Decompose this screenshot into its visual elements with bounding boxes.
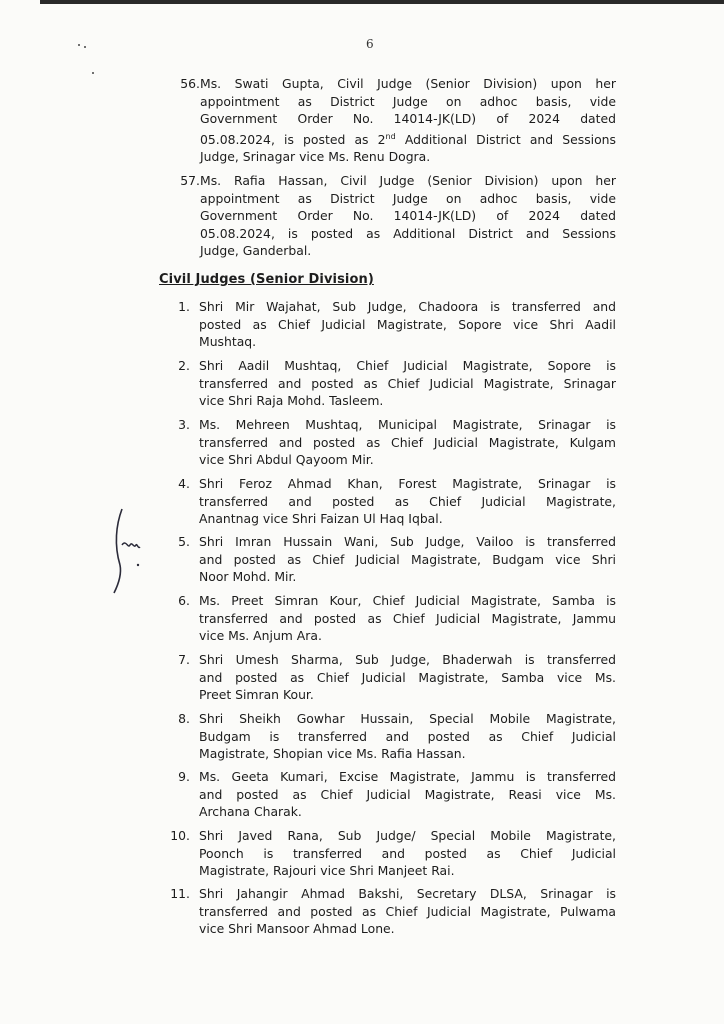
handwritten-initials: [108, 505, 148, 595]
item-text: [199, 592, 616, 645]
item-text-line: 05.08.2024, is posted as Additional District and Sessions: [200, 225, 616, 241]
item-text: [199, 885, 616, 938]
item-text-line: transferred and posted as Chief Judicial Magistrate, Pulwama: [199, 903, 616, 919]
item-text-line: posted as Chief Judicial Magistrate, Sopore vice Shri Aadil: [199, 316, 616, 332]
item-text-line: Anantnag vice Shri Faizan Ul Haq Iqbal.: [199, 511, 443, 526]
item-text-line: vice Shri Abdul Qayoom Mir.: [199, 452, 374, 467]
item-text-line: appointment as District Judge on adhoc basis, vide: [200, 93, 616, 109]
item-number: 56.: [180, 76, 200, 91]
item-text-line: Shri Aadil Mushtaq, Chief Judicial Magistrate, Sopore is: [199, 358, 616, 373]
item-text-line: Shri Umesh Sharma, Sub Judge, Bhaderwah is transferred: [199, 652, 616, 667]
item-number: 57.: [180, 173, 200, 188]
item-text-line: Noor Mohd. Mir.: [199, 569, 297, 584]
item-text-line: and posted as Chief Judicial Magistrate, Budgam vice Shri: [199, 551, 616, 567]
scan-speck: [92, 72, 94, 74]
item-number: 10.: [170, 828, 190, 843]
scan-speck: [84, 46, 86, 48]
item-text: [200, 172, 616, 260]
item-text-line: transferred and posted as Chief Judicial Magistrate, Srinagar: [199, 375, 616, 391]
item-text: [199, 416, 616, 469]
item-text-line: vice Ms. Anjum Ara.: [199, 628, 322, 643]
item-text-line: Magistrate, Shopian vice Ms. Rafia Hassan.: [199, 746, 466, 761]
item-number: 5.: [178, 534, 190, 549]
item-text-line: Judge, Ganderbal.: [200, 243, 312, 258]
item-number: 1.: [178, 299, 190, 314]
item-text: [199, 298, 616, 351]
item-text-line: and posted as Chief Judicial Magistrate, Samba vice Ms.: [199, 669, 616, 685]
item-text-line: Ms. Geeta Kumari, Excise Magistrate, Jammu is transferred: [199, 769, 616, 784]
item-text-line: Poonch is transferred and posted as Chief Judicial: [199, 845, 616, 861]
item-text-line: Ms. Swati Gupta, Civil Judge (Senior Division) upon her: [200, 76, 616, 91]
item-number: 4.: [178, 476, 190, 491]
item-text: [199, 357, 616, 410]
item-text-line: Budgam is transferred and posted as Chief Judicial: [199, 728, 616, 744]
item-number: 11.: [170, 886, 190, 901]
item-text-line: Shri Sheikh Gowhar Hussain, Special Mobile Magistrate,: [199, 711, 616, 726]
item-number: 8.: [178, 711, 190, 726]
item-text-line: vice Shri Raja Mohd. Tasleem.: [199, 393, 384, 408]
item-text-line: Ms. Mehreen Mushtaq, Municipal Magistrate, Srinagar is: [199, 417, 616, 432]
item-text-line: 05.08.2024, is posted as 2nd Additional District and Sessions: [200, 131, 616, 147]
item-text-line: Ms. Rafia Hassan, Civil Judge (Senior Division) upon her: [200, 173, 616, 188]
item-text-line: Magistrate, Rajouri vice Shri Manjeet Rai.: [199, 863, 455, 878]
item-number: 9.: [178, 769, 190, 784]
item-text-line: and posted as Chief Judicial Magistrate, Reasi vice Ms.: [199, 786, 616, 802]
item-text: [199, 651, 616, 704]
page-top-edge: [40, 0, 724, 4]
item-text-line: Shri Imran Hussain Wani, Sub Judge, Vailoo is transferred: [199, 534, 616, 549]
item-text: [200, 75, 616, 166]
item-text-line: transferred and posted as Chief Judicial Magistrate, Jammu: [199, 610, 616, 626]
section-heading: Civil Judges (Senior Division): [159, 272, 374, 287]
item-text: [199, 710, 616, 763]
item-text-line: Judge, Srinagar vice Ms. Renu Dogra.: [200, 149, 431, 165]
item-text-line: appointment as District Judge on adhoc basis, vide: [200, 190, 616, 206]
item-text-line: Ms. Preet Simran Kour, Chief Judicial Magistrate, Samba is: [199, 593, 616, 608]
item-number: 2.: [178, 358, 190, 373]
item-text-line: Government Order No. 14014-JK(LD) of 2024 dated: [200, 111, 616, 126]
item-text-line: Shri Feroz Ahmad Khan, Forest Magistrate, Srinagar is: [199, 476, 616, 491]
item-text-line: transferred and posted as Chief Judicial Magistrate,: [199, 493, 616, 509]
item-text-line: vice Shri Mansoor Ahmad Lone.: [199, 921, 395, 936]
item-text-line: transferred and posted as Chief Judicial Magistrate, Kulgam: [199, 434, 616, 450]
item-text: [199, 768, 616, 821]
item-text: [199, 533, 616, 586]
item-number: 7.: [178, 652, 190, 667]
scan-speck: [78, 44, 80, 46]
item-text-line: Government Order No. 14014-JK(LD) of 2024 dated: [200, 208, 616, 223]
page-number: 6: [366, 37, 374, 51]
item-number: 3.: [178, 417, 190, 432]
item-text-line: Shri Jahangir Ahmad Bakshi, Secretary DLSA, Srinagar is: [199, 886, 616, 901]
item-text: [199, 475, 616, 528]
item-text: [199, 827, 616, 880]
item-text-line: Archana Charak.: [199, 804, 302, 819]
item-text-line: Shri Javed Rana, Sub Judge/ Special Mobile Magistrate,: [199, 828, 616, 843]
item-text-line: Shri Mir Wajahat, Sub Judge, Chadoora is transferred and: [199, 299, 616, 314]
item-text-line: Mushtaq.: [199, 334, 257, 349]
item-number: 6.: [178, 593, 190, 608]
item-text-line: Preet Simran Kour.: [199, 687, 314, 702]
